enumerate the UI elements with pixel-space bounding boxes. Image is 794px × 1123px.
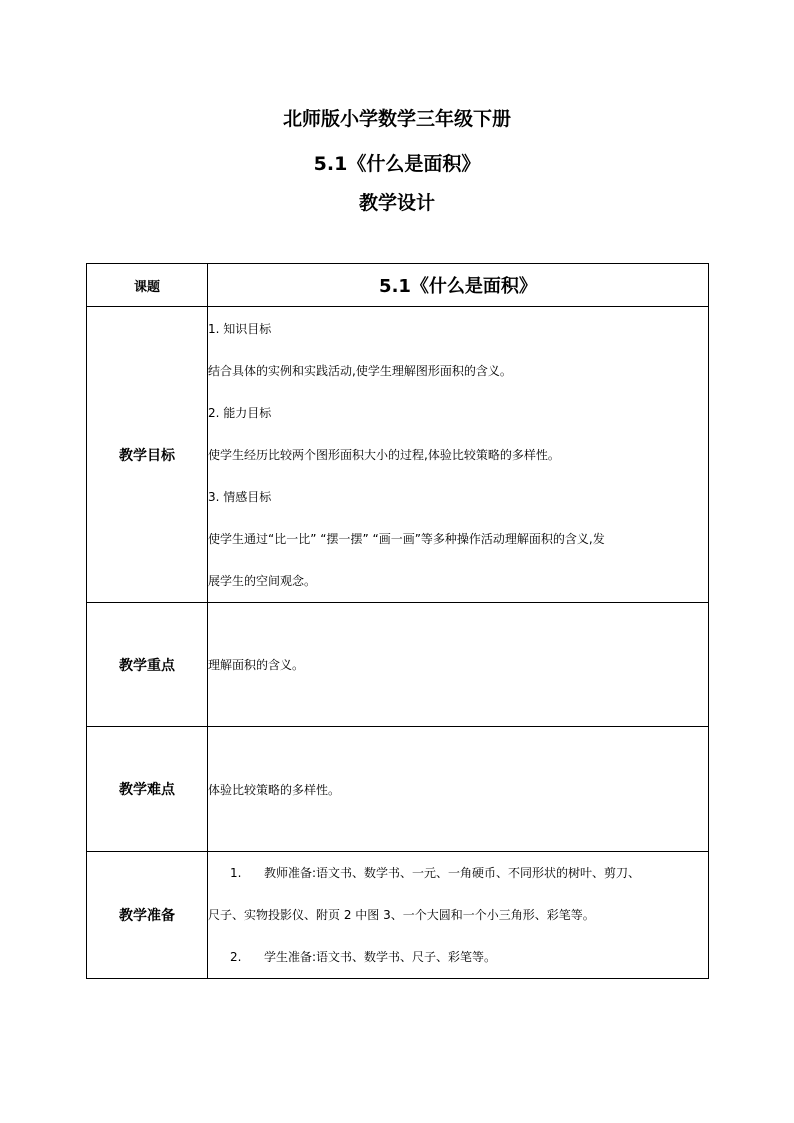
key-point-value: 理解面积的含义。 bbox=[208, 603, 709, 727]
document-subtitle: 教学设计 bbox=[358, 192, 435, 214]
goal-line: 结合具体的实例和实践活动,使学生理解图形面积的含义。 bbox=[208, 363, 512, 378]
prep-item-number: 2. bbox=[230, 950, 242, 964]
table-row-subject bbox=[87, 264, 709, 307]
goal-line: 2. 能力目标 bbox=[208, 405, 272, 420]
label-difficulty: 教学难点 bbox=[87, 727, 208, 852]
lesson-plan-table bbox=[86, 263, 709, 979]
goal-line: 使学生通过“比一比” “摆一摆” “画一画”等多种操作活动理解面积的含义,发 bbox=[208, 531, 605, 546]
prep-line bbox=[208, 936, 708, 978]
table-row-key-point bbox=[87, 603, 709, 727]
prep-student-text: 学生准备:语文书、数学书、尺子、彩笔等。 bbox=[264, 950, 497, 964]
prep-item-number: 1. bbox=[230, 866, 242, 880]
prep-line: 尺子、实物投影仪、附页 2 中图 3、一个大圆和一个小三角形、彩笔等。 bbox=[208, 908, 595, 922]
label-goals: 教学目标 bbox=[87, 307, 208, 603]
prep-line bbox=[208, 852, 708, 894]
lesson-title: 5.1《什么是面积》 bbox=[313, 153, 481, 175]
goal-line: 展学生的空间观念。 bbox=[208, 573, 317, 588]
document-title: 北师版小学数学三年级下册 bbox=[282, 108, 511, 130]
label-preparation: 教学准备 bbox=[87, 852, 208, 979]
difficulty-value: 体验比较策略的多样性。 bbox=[208, 727, 709, 852]
preparation-content bbox=[208, 852, 709, 979]
subject-value: 5.1《什么是面积》 bbox=[208, 264, 709, 307]
goal-line: 使学生经历比较两个图形面积大小的过程,体验比较策略的多样性。 bbox=[208, 447, 560, 462]
goals-content bbox=[208, 307, 709, 603]
table-row-goals bbox=[87, 307, 709, 603]
goal-line: 3. 情感目标 bbox=[208, 489, 272, 504]
table-row-difficulty bbox=[87, 727, 709, 852]
goal-line: 1. 知识目标 bbox=[208, 321, 272, 336]
table-row-preparation bbox=[87, 852, 709, 979]
label-subject: 课题 bbox=[87, 264, 208, 307]
prep-teacher-text: 教师准备:语文书、数学书、一元、一角硬币、不同形状的树叶、剪刀、 bbox=[264, 866, 641, 880]
label-key-point: 教学重点 bbox=[87, 603, 208, 727]
